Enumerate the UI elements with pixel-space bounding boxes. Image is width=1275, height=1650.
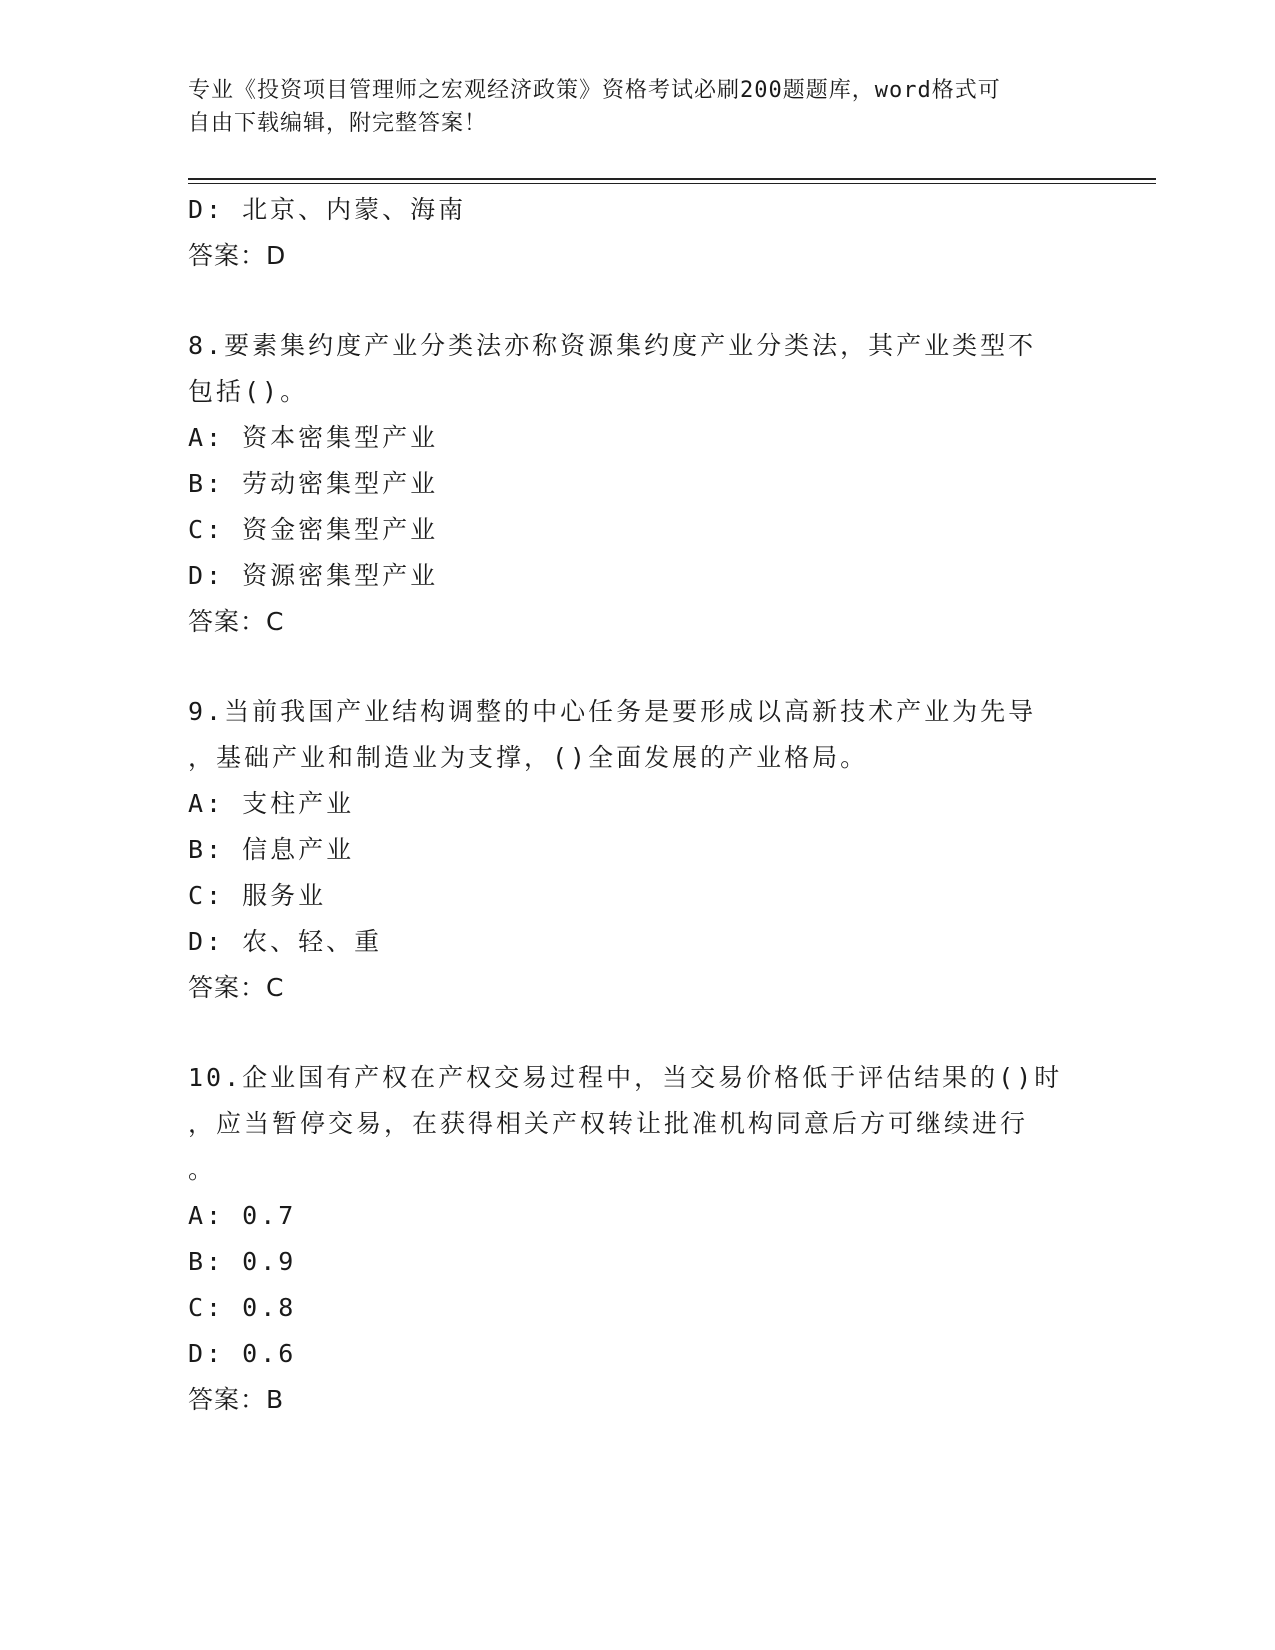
header-divider-thin	[188, 183, 1156, 184]
question-10	[188, 1055, 1088, 1423]
question-8-line-1: 8.要素集约度产业分类法亦称资源集约度产业分类法，其产业类型不	[188, 331, 1037, 360]
document-body	[188, 187, 1088, 1423]
question-10-option-c: C: 0.8	[188, 1293, 297, 1322]
question-10-line-1: 10.企业国有产权在产权交易过程中，当交易价格低于评估结果的()时	[188, 1063, 1063, 1092]
question-10-line-3: 。	[188, 1155, 217, 1184]
question-8-answer: 答案：C	[188, 607, 285, 636]
header-divider-thick	[188, 178, 1156, 180]
question-9-line-2: ，基础产业和制造业为支撑，()全面发展的产业格局。	[188, 743, 869, 772]
question-9-answer: 答案：C	[188, 973, 285, 1002]
header-line-1: 专业《投资项目管理师之宏观经济政策》资格考试必刷200题题库，word格式可	[188, 78, 1001, 103]
question-9-option-a: A: 支柱产业	[188, 789, 355, 818]
prev-option-d: D: 北京、内蒙、海南	[188, 195, 467, 224]
question-8-option-d: D: 资源密集型产业	[188, 561, 439, 590]
question-10-answer: 答案：B	[188, 1385, 285, 1414]
question-10-line-2: ，应当暂停交易，在获得相关产权转让批准机构同意后方可继续进行	[188, 1109, 1029, 1138]
question-10-option-d: D: 0.6	[188, 1339, 297, 1368]
question-8-option-a: A: 资本密集型产业	[188, 423, 439, 452]
question-10-option-a: A: 0.7	[188, 1201, 297, 1230]
document-header	[188, 74, 1088, 140]
question-9-option-d: D: 农、轻、重	[188, 927, 383, 956]
question-8-line-2: 包括()。	[188, 377, 309, 406]
header-line-2: 自由下载编辑，附完整答案！	[188, 111, 488, 136]
question-8	[188, 323, 1088, 645]
question-8-option-c: C: 资金密集型产业	[188, 515, 439, 544]
question-8-option-b: B: 劳动密集型产业	[188, 469, 439, 498]
question-10-option-b: B: 0.9	[188, 1247, 297, 1276]
question-9	[188, 689, 1088, 1011]
question-9-option-c: C: 服务业	[188, 881, 327, 910]
question-9-option-b: B: 信息产业	[188, 835, 355, 864]
prev-answer: 答案：D	[188, 241, 287, 270]
question-9-line-1: 9.当前我国产业结构调整的中心任务是要形成以高新技术产业为先导	[188, 697, 1037, 726]
